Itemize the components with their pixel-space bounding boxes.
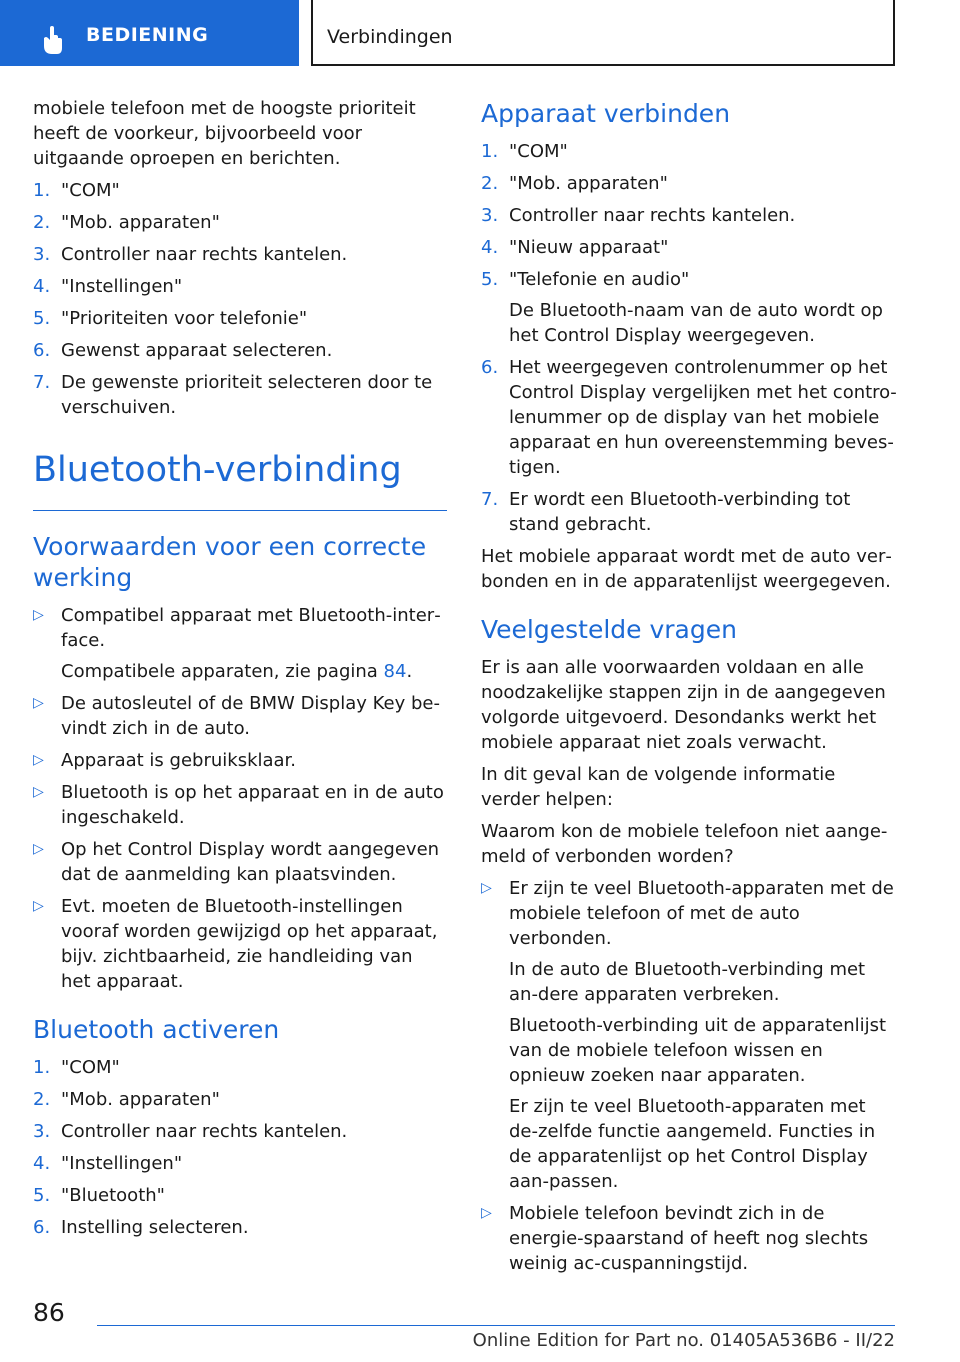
page-number: 86	[33, 1298, 65, 1327]
list-item: 5. "Bluetooth"	[33, 1185, 165, 1206]
page-link[interactable]: 84	[383, 661, 407, 682]
list-item: 3. Controller naar rechts kantelen.	[481, 205, 796, 226]
conditions-heading: Voorwaarden voor een correcte werking	[33, 532, 427, 592]
list-item: 4. "Instellingen"	[33, 1153, 183, 1174]
list-item: 6. Het weergegeven controlenummer op het Control Display vergelijken met het contro‐lenummer op de display van het mobiele apparaat en hun overeenstemming beves‐tigen.	[481, 357, 897, 478]
list-item: 1. "COM"	[481, 141, 568, 162]
list-item: ▷ Bluetooth is op het apparaat en in de auto ingeschakeld.	[33, 782, 444, 828]
chapter-heading: Bluetooth-verbinding	[33, 448, 447, 511]
list-item: 2. "Mob. apparaten"	[33, 1089, 220, 1110]
faq-paragraph: Er is aan alle voorwaarden voldaan en alle noodzakelijke stappen zijn in de aangegeven volgorde uitgevoerd. Desondanks werkt het mobiele apparaat niet zoals verwacht.	[481, 657, 886, 753]
footer-divider	[97, 1325, 895, 1326]
list-item: ▷ Compatibel apparaat met Bluetooth-inter‐face. Compatibele apparaten, zie pagina 84.	[33, 605, 441, 682]
list-item: ▷ Apparaat is gebruiksklaar.	[33, 750, 297, 771]
edition-text: Online Edition for Part no. 01405A536B6 - II/22	[472, 1330, 895, 1351]
triangle-bullet-icon: ▷	[33, 695, 44, 711]
section-label: BEDIENING	[86, 24, 209, 46]
activate-heading: Bluetooth activeren	[33, 1015, 280, 1044]
list-item: ▷ Evt. moeten de Bluetooth-instellingen vooraf worden gewijzigd op het apparaat, bijv. zichtbaarheid, zie handleiding van het apparaat.	[33, 896, 438, 992]
list-item: 3. Controller naar rechts kantelen.	[33, 244, 348, 265]
list-item: ▷ Mobiele telefoon bevindt zich in de energie‐spaarstand of heeft nog slechts weinig ac‐cuspanningstijd.	[481, 1203, 869, 1274]
list-item: 6. Instelling selecteren.	[33, 1217, 249, 1238]
list-item: ▷ Er zijn te veel Bluetooth-apparaten met de mobiele telefoon of met de auto verbonden. In de auto de Bluetooth-verbinding met an‐dere apparaten verbreken. Bluetooth-verbinding uit de apparatenlijst van de mobiele telefoon wissen en opnieuw zoeken naar apparaten. Er zijn te veel Bluetooth-apparaten met de‐zelfde functie aangemeld. Functies in de apparatenlijst op het Control Display aan‐passen.	[481, 878, 894, 1192]
triangle-bullet-icon: ▷	[33, 898, 44, 914]
triangle-bullet-icon: ▷	[33, 841, 44, 857]
list-item: 6. Gewenst apparaat selecteren.	[33, 340, 333, 361]
list-item: ▷ Op het Control Display wordt aangegeven dat de aanmelding kan plaatsvinden.	[33, 839, 440, 885]
triangle-bullet-icon: ▷	[33, 784, 44, 800]
triangle-bullet-icon: ▷	[33, 607, 44, 623]
section-tab	[0, 0, 299, 66]
list-item: 2. "Mob. apparaten"	[33, 212, 220, 233]
activate-steps	[33, 1055, 447, 1240]
conditions-list	[33, 603, 447, 994]
faq-paragraph: In dit geval kan de volgende informatie verder helpen:	[481, 764, 836, 810]
chapter-tab	[311, 0, 895, 66]
list-item: ▷ De autosleutel of de BMW Display Key be‐vindt zich in de auto.	[33, 693, 440, 739]
list-item: 5. "Telefonie en audio" De Bluetooth-naam van de auto wordt op het Control Display weergegeven.	[481, 269, 883, 346]
priority-steps	[33, 178, 447, 420]
triangle-bullet-icon: ▷	[481, 1205, 492, 1221]
list-item: 2. "Mob. apparaten"	[481, 173, 668, 194]
list-item: 4. "Instellingen"	[33, 276, 183, 297]
list-item: 7. Er wordt een Bluetooth-verbinding tot stand gebracht.	[481, 489, 851, 535]
faq-list	[481, 876, 899, 1276]
triangle-bullet-icon: ▷	[481, 880, 492, 896]
list-item: 5. "Prioriteiten voor telefonie"	[33, 308, 308, 329]
list-item: 4. "Nieuw apparaat"	[481, 237, 669, 258]
connect-steps	[481, 139, 899, 537]
list-item: 3. Controller naar rechts kantelen.	[33, 1121, 348, 1142]
intro-paragraph: mobiele telefoon met de hoogste prioriteit heeft de voorkeur, bijvoorbeeld voor uitgaande oproepen en berichten.	[33, 98, 416, 169]
triangle-bullet-icon: ▷	[33, 752, 44, 768]
right-column	[481, 98, 899, 1283]
connect-result: Het mobiele apparaat wordt met de auto ver‐bonden en in de apparatenlijst weergegeven.	[481, 546, 892, 592]
list-item: 7. De gewenste prioriteit selecteren door te verschuiven.	[33, 372, 433, 418]
chapter-title: Verbindingen	[327, 26, 453, 48]
connect-heading: Apparaat verbinden	[481, 99, 731, 128]
faq-heading: Veelgestelde vragen	[481, 615, 737, 644]
faq-question: Waarom kon de mobiele telefoon niet aange‐meld of verbonden worden?	[481, 821, 888, 867]
list-item: 1. "COM"	[33, 1057, 120, 1078]
left-column	[33, 96, 447, 1247]
list-item: 1. "COM"	[33, 180, 120, 201]
hand-pointer-icon	[36, 24, 70, 58]
